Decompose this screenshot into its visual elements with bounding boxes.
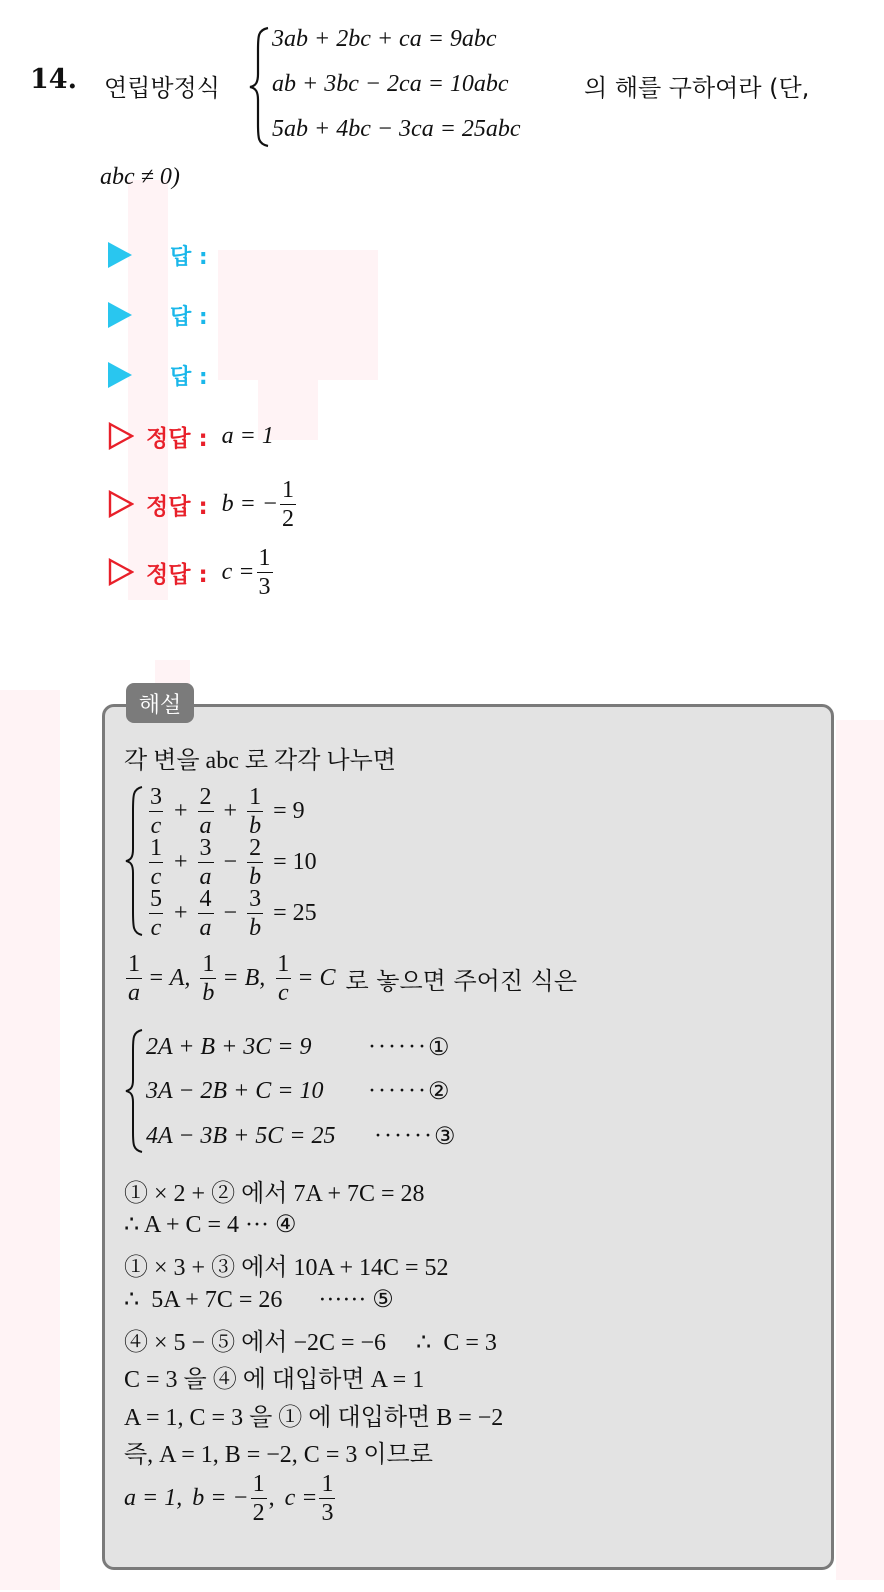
outline-triangle-icon (108, 422, 134, 450)
play-triangle-icon (108, 362, 132, 388)
final-b: b = − (192, 1485, 249, 1511)
fraction: $\frac{5}{c}$ (150, 886, 162, 941)
operator: + (174, 900, 188, 926)
operator: − (223, 849, 238, 875)
fraction-numerator: 1 (321, 1471, 334, 1497)
circled-number: ③ (433, 1124, 456, 1150)
circled-number: ② (427, 1079, 450, 1105)
answer-blank-3[interactable] (108, 355, 208, 395)
operator: + (174, 849, 188, 875)
answer-label: 답 : (170, 364, 208, 390)
system-eq-3 (146, 1122, 455, 1151)
fraction (280, 478, 296, 531)
fraction-numerator: 1 (258, 544, 271, 571)
answer-b-value (222, 478, 298, 531)
step-6: C = 3 을 ④ 에 대입하면 A = 1 (124, 1367, 425, 1393)
correct-answer-c (108, 544, 275, 600)
substitution-line (124, 952, 577, 1005)
fraction (251, 1472, 267, 1525)
equation-2: ab + 3bc − 2ca = 10abc (272, 71, 509, 97)
fraction: $\frac{4}{a}$ (199, 886, 212, 941)
step-2: ∴ A + C = 4 ··· ④ (124, 1212, 297, 1238)
step-4: ∴ 5A + 7C = 26 ······ ⑤ (124, 1287, 394, 1313)
divided-eq-2 (146, 836, 317, 889)
sub-a: = A, (148, 965, 191, 991)
answer-a-value: a = 1 (221, 422, 274, 449)
correct-answer-a (108, 416, 274, 456)
final-c: c = (284, 1485, 318, 1511)
question-suffix: 의 해를 구하여라 (단, (584, 74, 810, 102)
step-1: ① × 2 + ② 에서 7A + 7C = 28 (124, 1181, 425, 1207)
fraction: $\frac{2}{a}$ (199, 784, 212, 839)
step-5: ④ × 5 − ⑤ 에서 −2C = −6 ∴ C = 3 (124, 1330, 497, 1356)
dots: ······ (368, 1078, 428, 1104)
separator: , (268, 1485, 275, 1511)
answer-label: 답 : (170, 304, 208, 330)
fraction: $\frac{3}{b}$ (249, 886, 262, 941)
play-triangle-icon (108, 242, 132, 268)
sub-c: = C (297, 965, 336, 991)
answer-blank-1[interactable] (108, 235, 208, 275)
fraction-denominator: 3 (258, 573, 271, 600)
operator: − (223, 900, 238, 926)
correct-label: 정답 : (146, 561, 208, 588)
step-3: ① × 3 + ③ 에서 10A + 14C = 52 (124, 1255, 449, 1281)
answer-c-lhs: c = (221, 558, 255, 585)
correct-label: 정답 : (146, 425, 208, 452)
system-eq: 2A + B + 3C = 9 (146, 1034, 312, 1060)
question-number: 14. (30, 64, 77, 95)
background-patch (836, 720, 884, 1580)
operator: + (174, 798, 188, 824)
sub-text: 로 놓으면 주어진 식은 (345, 967, 578, 995)
system-eq-2 (146, 1077, 449, 1106)
fraction: $\frac{1}{b}$ (249, 784, 262, 839)
correct-label: 정답 : (146, 493, 208, 520)
fraction: $\frac{1}{c}$ (150, 835, 162, 890)
answer-c-value (222, 546, 275, 599)
fraction: $\frac{1}{c}$ (277, 951, 290, 1006)
fraction: $\frac{1}{b}$ (202, 951, 215, 1006)
fraction (257, 546, 273, 599)
system-eq: 3A − 2B + C = 10 (146, 1078, 324, 1104)
circled-number: ① (427, 1035, 450, 1061)
answer-blank-2[interactable] (108, 295, 208, 335)
question-condition: abc ≠ 0) (100, 164, 180, 190)
equation-3: 5ab + 4bc − 3ca = 25abc (272, 116, 521, 142)
fraction-denominator: 2 (282, 505, 295, 532)
dots: ······ (368, 1034, 428, 1060)
system-eq-1 (146, 1033, 449, 1062)
rhs: = 9 (273, 798, 305, 824)
question-prefix: 연립방정식 (104, 74, 220, 102)
fraction-denominator: 3 (321, 1500, 334, 1526)
left-brace (124, 1028, 144, 1154)
final-answer (124, 1472, 337, 1525)
left-brace (124, 785, 144, 937)
dots: ······ (374, 1123, 434, 1149)
play-triangle-icon (108, 302, 132, 328)
fraction-denominator: 2 (252, 1500, 265, 1526)
divided-eq-1 (146, 785, 305, 838)
fraction (319, 1472, 335, 1525)
equation-1: 3ab + 2bc + ca = 9abc (272, 26, 497, 52)
background-patch (218, 250, 378, 380)
answer-label: 답 : (170, 244, 208, 270)
answer-b-lhs: b = − (221, 490, 279, 517)
fraction: $\frac{3}{a}$ (199, 835, 212, 890)
fraction-numerator: 1 (282, 476, 295, 503)
operator: + (223, 798, 238, 824)
correct-answer-b (108, 476, 298, 532)
outline-triangle-icon (108, 490, 134, 518)
outline-triangle-icon (108, 558, 134, 586)
sub-b: = B, (222, 965, 266, 991)
fraction: $\frac{1}{a}$ (128, 951, 140, 1006)
final-a: a = 1, (124, 1485, 183, 1511)
rhs: = 25 (273, 900, 317, 926)
system-eq: 4A − 3B + 5C = 25 (146, 1123, 336, 1149)
fraction: $\frac{2}{b}$ (249, 835, 262, 890)
left-brace (248, 26, 270, 148)
step-8: 즉, A = 1, B = −2, C = 3 이므로 (124, 1442, 433, 1468)
rhs: = 10 (273, 849, 317, 875)
step-7: A = 1, C = 3 을 ① 에 대입하면 B = −2 (124, 1405, 504, 1431)
divided-eq-3 (146, 887, 317, 940)
solution-intro: 각 변을 abc 로 각각 나누면 (124, 748, 396, 774)
solution-tag: 해설 (126, 683, 194, 723)
background-patch (0, 690, 60, 1590)
fraction-numerator: 1 (252, 1471, 265, 1497)
fraction: $\frac{3}{c}$ (150, 784, 162, 839)
